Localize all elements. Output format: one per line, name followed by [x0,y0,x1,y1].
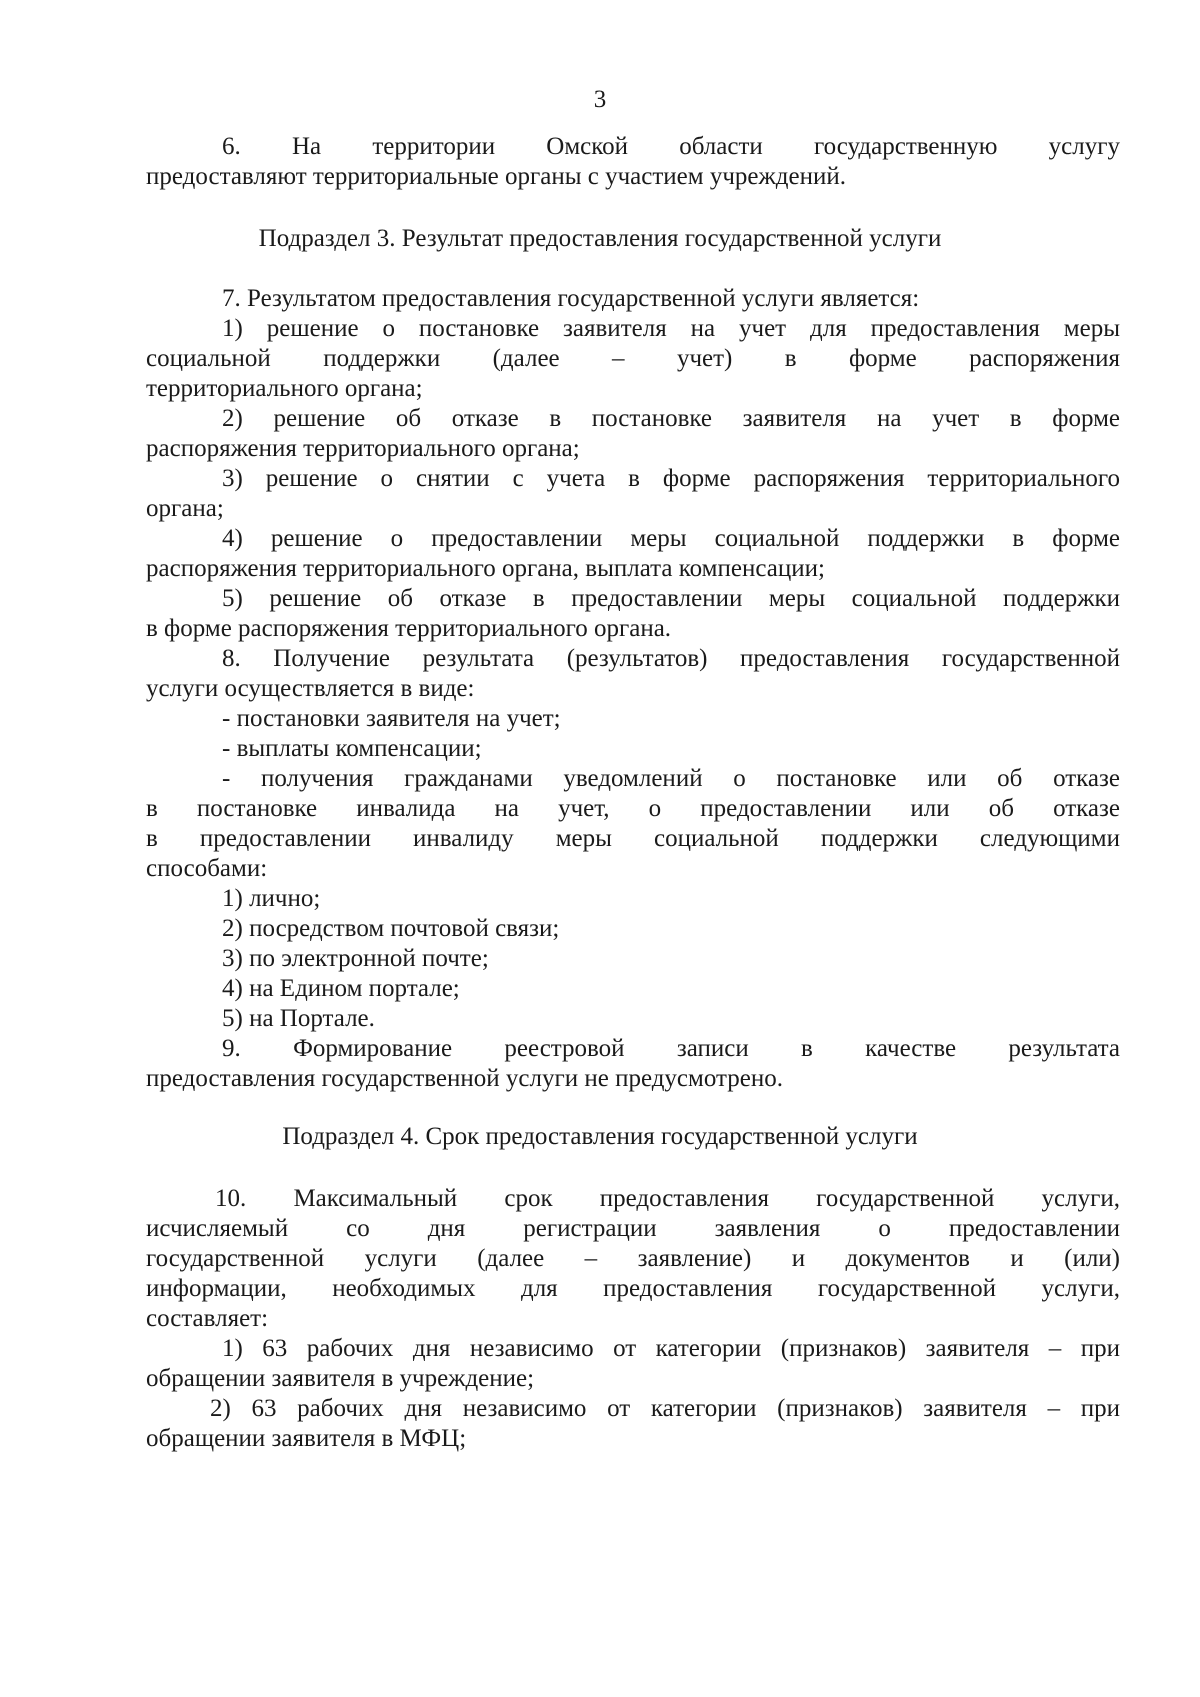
para-10-line-4: информации, необходимых для предоставления государственной услуги, [146,1275,1120,1302]
para-6-line-1: 6. На территории Омской области государственную услугу [222,133,1120,160]
term-2-line-2: обращении заявителя в МФЦ; [146,1425,467,1452]
item-1-line-3: территориального органа; [146,375,423,402]
term-2-line-1: 2) 63 рабочих дня независимо от категории (признаков) заявителя – при [210,1395,1120,1422]
item-1-line-2: социальной поддержки (далее – учет) в форме распоряжения [146,345,1120,372]
method-2: 2) посредством почтовой связи; [222,915,560,942]
item-4-line-2: распоряжения территориального органа, выплата компенсации; [146,555,825,582]
dash-item-3-line-2: в постановке инвалида на учет, о предоставлении или об отказе [146,795,1120,822]
dash-item-3-line-1: - получения гражданами уведомлений о постановке или об отказе [222,765,1120,792]
para-9-line-2: предоставления государственной услуги не предусмотрено. [146,1065,783,1092]
item-1-line-1: 1) решение о постановке заявителя на учет для предоставления меры [222,315,1120,342]
para-8-line-1: 8. Получение результата (результатов) предоставления государственной [222,645,1120,672]
item-3-line-1: 3) решение о снятии с учета в форме распоряжения территориального [222,465,1120,492]
dash-item-3-line-3: в предоставлении инвалиду меры социальной поддержки следующими [146,825,1120,852]
para-9-line-1: 9. Формирование реестровой записи в качестве результата [222,1035,1120,1062]
item-5-line-1: 5) решение об отказе в предоставлении меры социальной поддержки [222,585,1120,612]
subsection-4-heading: Подраздел 4. Срок предоставления государственной услуги [282,1123,918,1150]
method-1: 1) лично; [222,885,321,912]
term-1-line-2: обращении заявителя в учреждение; [146,1365,535,1392]
method-4: 4) на Едином портале; [222,975,460,1002]
item-4-line-1: 4) решение о предоставлении меры социальной поддержки в форме [222,525,1120,552]
para-10-line-2: исчисляемый со дня регистрации заявления о предоставлении [146,1215,1120,1242]
para-10-line-3: государственной услуги (далее – заявление) и документов и (или) [146,1245,1120,1272]
item-2-line-2: распоряжения территориального органа; [146,435,580,462]
term-1-line-1: 1) 63 рабочих дня независимо от категории (признаков) заявителя – при [222,1335,1120,1362]
para-10-line-5: составляет: [146,1305,269,1332]
method-5: 5) на Портале. [222,1005,375,1032]
para-8-line-2: услуги осуществляется в виде: [146,675,475,702]
dash-item-2: - выплаты компенсации; [222,735,482,762]
page-number: 3 [593,86,607,113]
method-3: 3) по электронной почте; [222,945,489,972]
para-6-line-2: предоставляют территориальные органы с участием учреждений. [146,163,846,190]
dash-item-3-line-4: способами: [146,855,268,882]
para-7-line-1: 7. Результатом предоставления государственной услуги является: [222,285,920,312]
item-2-line-1: 2) решение об отказе в постановке заявителя на учет в форме [222,405,1120,432]
subsection-3-heading: Подраздел 3. Результат предоставления государственной услуги [258,225,942,252]
item-5-line-2: в форме распоряжения территориального органа. [146,615,672,642]
para-10-line-1: 10. Максимальный срок предоставления государственной услуги, [215,1185,1120,1212]
dash-item-1: - постановки заявителя на учет; [222,705,561,732]
item-3-line-2: органа; [146,495,224,522]
